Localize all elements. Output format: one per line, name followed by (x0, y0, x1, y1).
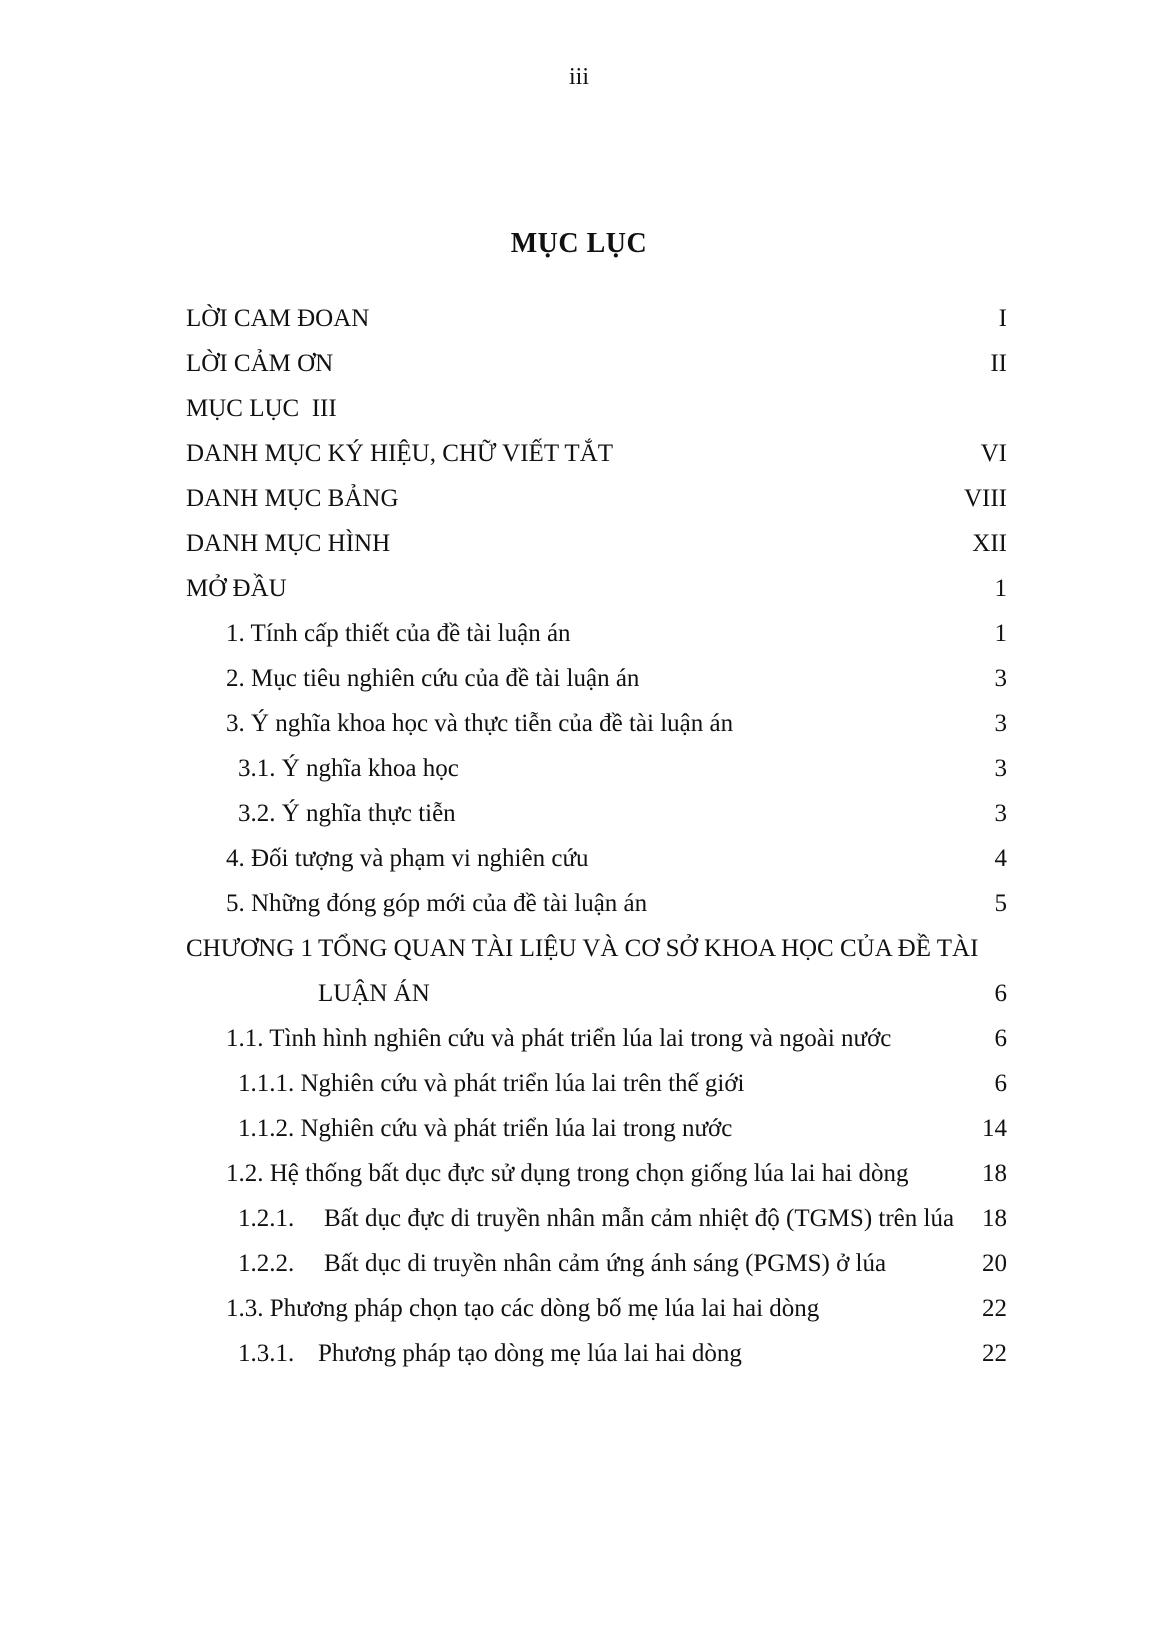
toc-entry-page: 6 (994, 1070, 1007, 1097)
toc-entry-page: 1 (994, 575, 1007, 602)
toc-entry-number: 1.2.2. (238, 1250, 295, 1277)
toc-entry-label: 1.1. Tình hình nghiên cứu và phát triển lúa lai trong và ngoài nước (226, 1025, 892, 1052)
toc-entry (0, 1151, 1158, 1196)
toc-entry-label: DANH MỤC BẢNG (186, 485, 399, 512)
toc-entry (0, 746, 1158, 791)
toc-entry-label: MỤC LỤC III (186, 395, 337, 422)
toc-entry-label: MỞ ĐẦU (186, 575, 287, 602)
toc-entry-label: TỔNG QUAN TÀI LIỆU VÀ CƠ SỞ KHOA HỌC CỦA ĐỀ TÀI (318, 935, 979, 962)
toc-entry-label: DANH MỤC KÝ HIỆU, CHỮ VIẾT TẮT (186, 440, 614, 467)
toc-entry-page: 5 (994, 890, 1007, 917)
toc-entry-label: LUẬN ÁN (318, 980, 430, 1007)
toc-entry (0, 1061, 1158, 1106)
toc-entry-label: Bất dục di truyền nhân cảm ứng ánh sáng (PGMS) ở lúa (324, 1250, 887, 1277)
toc-entry (0, 476, 1158, 521)
toc-entry-page: I (998, 305, 1007, 332)
toc-entry-label: 1.1.2. Nghiên cứu và phát triển lúa lai trong nước (238, 1115, 733, 1142)
toc-entry-label: Phương pháp tạo dòng mẹ lúa lai hai dòng (318, 1340, 742, 1367)
toc-entry-label: LỜI CẢM ƠN (186, 350, 334, 377)
toc-entry (0, 881, 1158, 926)
toc-entry (0, 656, 1158, 701)
toc-entry-label: 1. Tính cấp thiết của đề tài luận án (226, 620, 571, 647)
toc-entry (0, 701, 1158, 746)
toc-entry-label: 2. Mục tiêu nghiên cứu của đề tài luận án (226, 665, 640, 692)
toc-entry-page: 18 (982, 1160, 1007, 1187)
toc-entry (0, 386, 1158, 431)
toc-entry-label: 1.3. Phương pháp chọn tạo các dòng bố mẹ lúa lai hai dòng (226, 1295, 820, 1322)
page-number: iii (568, 64, 589, 90)
toc-entry (0, 431, 1158, 476)
toc-entry-page: 3 (994, 710, 1007, 737)
toc-entry-page: 18 (982, 1205, 1007, 1232)
toc-entry (0, 1196, 1158, 1241)
toc-entry (0, 791, 1158, 836)
toc-chapter-entry (0, 926, 1158, 971)
toc-entry-page: XII (972, 530, 1007, 557)
toc-entry-page: 1 (994, 620, 1007, 647)
toc-entry (0, 1016, 1158, 1061)
toc-entry-label: DANH MỤC HÌNH (186, 530, 391, 557)
toc-entry (0, 611, 1158, 656)
toc-entry-page: 4 (994, 845, 1007, 872)
toc-entry-page: 3 (994, 755, 1007, 782)
toc-entry-label: LỜI CAM ĐOAN (186, 305, 370, 332)
toc-entry-page: 6 (994, 1025, 1007, 1052)
toc-entry-label: Bất dục đực di truyền nhân mẫn cảm nhiệt độ (TGMS) trên lúa (324, 1205, 955, 1232)
toc-entry-page: 14 (982, 1115, 1007, 1142)
toc-entry (0, 566, 1158, 611)
toc-entry-page: 20 (982, 1250, 1007, 1277)
toc-entry-label: 3.1. Ý nghĩa khoa học (238, 755, 459, 782)
toc-entry-continuation (0, 971, 1158, 1016)
toc-entry-page: VI (980, 440, 1007, 467)
toc-entry-page: VIII (963, 485, 1007, 512)
toc-entry (0, 341, 1158, 386)
table-of-contents (0, 296, 1158, 1376)
toc-entry-label: 1.1.1. Nghiên cứu và phát triển lúa lai trên thế giới (238, 1070, 745, 1097)
toc-chapter-number: CHƯƠNG 1 (186, 935, 314, 962)
toc-entry (0, 521, 1158, 566)
toc-entry (0, 1286, 1158, 1331)
toc-entry-page: 3 (994, 800, 1007, 827)
toc-entry-number: 1.3.1. (238, 1340, 295, 1367)
toc-entry-label: 5. Những đóng góp mới của đề tài luận án (226, 890, 648, 917)
page-title: MỤC LỤC (510, 228, 648, 259)
toc-entry-page: II (990, 350, 1007, 377)
toc-entry-label: 1.2. Hệ thống bất dục đực sử dụng trong chọn giống lúa lai hai dòng (226, 1160, 909, 1187)
toc-entry-page: 22 (982, 1340, 1007, 1367)
toc-entry-label: 3.2. Ý nghĩa thực tiễn (238, 800, 456, 827)
toc-entry-page: 6 (994, 980, 1007, 1007)
toc-entry (0, 836, 1158, 881)
toc-entry (0, 296, 1158, 341)
toc-entry-page: 3 (994, 665, 1007, 692)
toc-entry-label: 4. Đối tượng và phạm vi nghiên cứu (226, 845, 589, 872)
toc-entry (0, 1241, 1158, 1286)
toc-entry (0, 1331, 1158, 1376)
toc-entry-number: 1.2.1. (238, 1205, 295, 1232)
toc-entry (0, 1106, 1158, 1151)
toc-entry-label: 3. Ý nghĩa khoa học và thực tiễn của đề tài luận án (226, 710, 734, 737)
toc-entry-page: 22 (982, 1295, 1007, 1322)
